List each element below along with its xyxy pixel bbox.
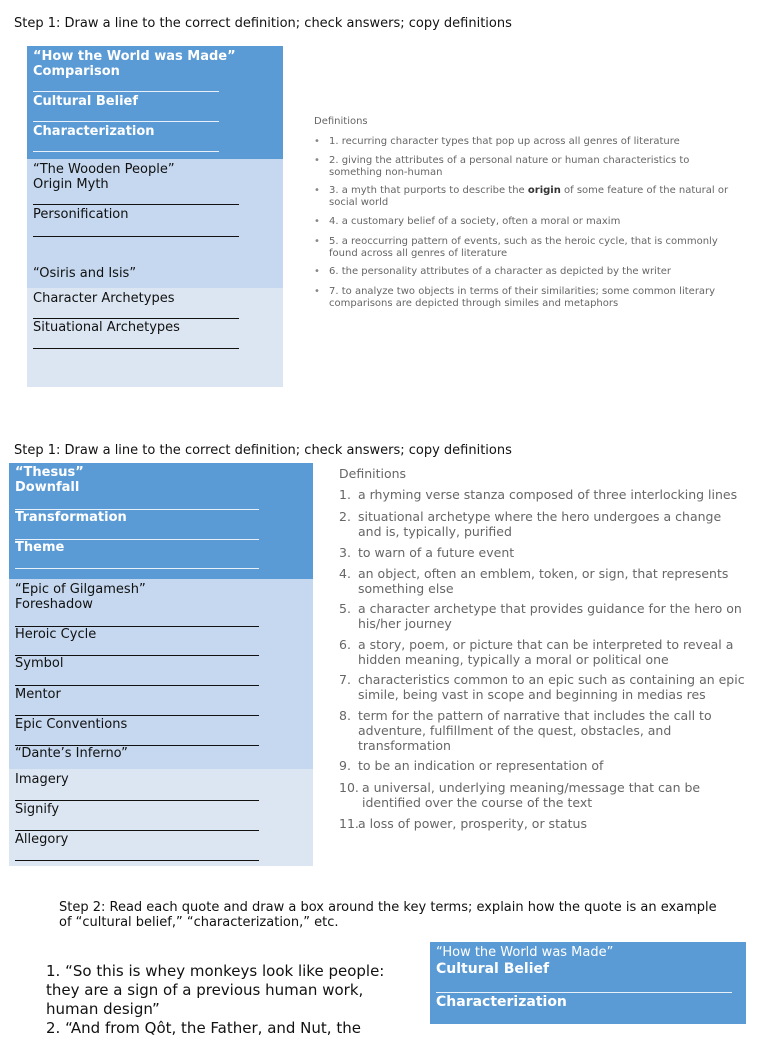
group-title: “The Wooden People”	[33, 162, 175, 177]
definition-number: 10.	[339, 780, 359, 795]
term-table-2	[9, 463, 313, 866]
term: Personification	[33, 207, 129, 222]
definition-item: a universal, underlying meaning/message that can be identified over the course of the text	[362, 780, 701, 810]
answer-line[interactable]	[15, 715, 259, 716]
term: Comparison	[33, 64, 120, 79]
step1-heading-2: Step 1: Draw a line to the correct definition; check answers; copy definitions	[14, 443, 512, 458]
answer-line[interactable]	[15, 800, 259, 801]
group-title: “How the World was Made”	[436, 945, 614, 960]
definition-item: 1. recurring character types that pop up across all genres of literature	[329, 136, 680, 147]
term: Imagery	[15, 772, 69, 787]
term: Signify	[15, 802, 60, 817]
group-title: “Osiris and Isis”	[33, 266, 137, 281]
term: Allegory	[15, 832, 69, 847]
definition-item: 5. a reoccurring pattern of events, such as the heroic cycle, that is commonly found across all genres of literature	[329, 236, 718, 259]
term: Epic Conventions	[15, 717, 128, 732]
term: Character Archetypes	[33, 291, 175, 306]
term: Mentor	[15, 687, 61, 702]
definition-item: to warn of a future event	[358, 545, 515, 560]
definition-item: term for the pattern of narrative that includes the call to adventure, fulfillment of the quest, obstacles, and transformation	[358, 708, 712, 753]
step2-term-box	[430, 942, 746, 1024]
definition-number: 2.	[339, 509, 351, 524]
definition-item: a story, poem, or picture that can be interpreted to reveal a hidden meaning, typically a moral or political one	[358, 637, 734, 667]
definition-number: 11.	[339, 816, 359, 831]
answer-line[interactable]	[15, 860, 259, 861]
answer-line[interactable]	[15, 568, 259, 569]
definition-number: 5.	[339, 601, 351, 616]
step1-heading: Step 1: Draw a line to the correct definition; check answers; copy definitions	[14, 16, 512, 31]
definition-item: an object, often an emblem, token, or sign, that represents something else	[358, 566, 729, 596]
group-dantes-inferno	[9, 769, 313, 866]
definition-number: 8.	[339, 708, 351, 723]
answer-line[interactable]	[33, 204, 239, 205]
group-title: “Thesus”	[15, 465, 84, 480]
answer-line[interactable]	[33, 151, 219, 152]
definition-item: 4. a customary belief of a society, often a moral or maxim	[329, 216, 621, 227]
definition-number: 1.	[339, 487, 351, 502]
definition-number: 3.	[339, 545, 351, 560]
definition-item: a character archetype that provides guidance for the hero on his/her journey	[358, 601, 742, 631]
definition-item: a rhyming verse stanza composed of three interlocking lines	[358, 487, 738, 502]
quote-1: 1. “So this is whey monkeys look like people: they are a sign of a previous human work, human design”	[46, 962, 385, 1018]
definitions-title: Definitions	[314, 116, 368, 127]
term-table-1	[27, 46, 283, 387]
term: Cultural Belief	[33, 94, 138, 109]
term: Foreshadow	[15, 597, 93, 612]
definition-item: a loss of power, prosperity, or status	[358, 816, 587, 831]
term: Heroic Cycle	[15, 627, 97, 642]
definition-item: 7. to analyze two objects in terms of their similarities; some common literary comparisons are depicted through similes and metaphors	[329, 286, 716, 309]
step2-instruction: Step 2: Read each quote and draw a box around the key terms; explain how the quote is an example of “cultural belief,” “characterization,” etc.	[59, 900, 717, 930]
group-how-world-made	[27, 46, 283, 159]
term: Origin Myth	[33, 177, 109, 192]
answer-line[interactable]	[436, 992, 732, 993]
definition-item: to be an indication or representation of	[358, 758, 604, 773]
definition-item: characteristics common to an epic such as containing an epic simile, being vast in scope and beginning in medias res	[358, 672, 745, 702]
term: Downfall	[15, 480, 80, 495]
group-title: “How the World was Made”	[33, 49, 236, 64]
quote-2: 2. “And from Qôt, the Father, and Nut, the	[46, 1019, 361, 1037]
group-gilgamesh	[9, 579, 313, 769]
definitions-title: Definitions	[339, 466, 407, 481]
answer-line[interactable]	[33, 91, 219, 92]
term: Situational Archetypes	[33, 320, 180, 335]
group-title: “Dante’s Inferno”	[15, 746, 128, 761]
definition-item: situational archetype where the hero undergoes a change and is, typically, purified	[358, 509, 722, 539]
definition-item: 3. a myth that purports to describe the origin of some feature of the natural or social world	[329, 185, 729, 208]
answer-line[interactable]	[33, 318, 239, 319]
definition-number: 7.	[339, 672, 351, 687]
term: Theme	[15, 540, 65, 555]
term: Symbol	[15, 656, 64, 671]
definition-number: 9.	[339, 758, 351, 773]
group-wooden-people	[27, 159, 283, 288]
group-osiris-isis	[27, 288, 283, 387]
definition-item: 6. the personality attributes of a character as depicted by the writer	[329, 266, 672, 277]
term: Cultural Belief	[436, 961, 550, 977]
answer-line[interactable]	[15, 685, 259, 686]
term: Transformation	[15, 510, 127, 525]
answer-line[interactable]	[33, 236, 239, 237]
answer-line[interactable]	[15, 830, 259, 831]
group-title: “Epic of Gilgamesh”	[15, 582, 146, 597]
definition-number: 6.	[339, 637, 351, 652]
term: Characterization	[436, 994, 567, 1010]
term: Characterization	[33, 124, 155, 139]
group-thesus	[9, 463, 313, 579]
answer-line[interactable]	[33, 121, 219, 122]
answer-line[interactable]	[33, 348, 239, 349]
definition-item: 2. giving the attributes of a personal nature or human characteristics to something non-human	[329, 155, 690, 178]
definition-number: 4.	[339, 566, 351, 581]
